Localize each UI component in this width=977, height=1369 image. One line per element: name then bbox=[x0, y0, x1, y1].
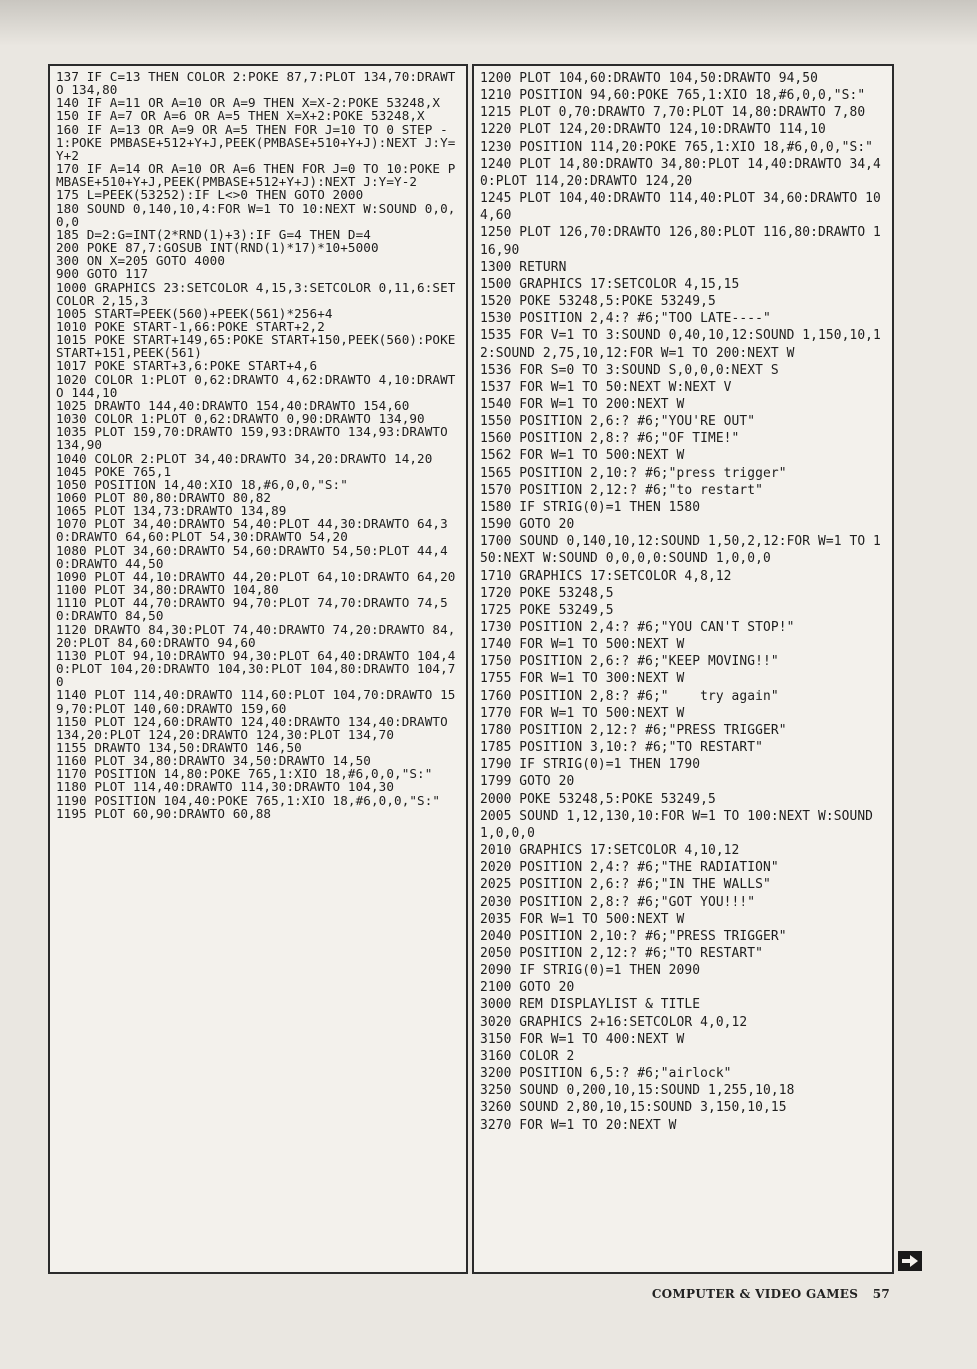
code-line: 175 L=PEEK(53252):IF L<>0 THEN GOTO 2000 bbox=[56, 187, 364, 203]
page-footer bbox=[600, 1287, 890, 1301]
code-line: 3200 POSITION 6,5:? #6;"airlock" bbox=[480, 1066, 732, 1082]
code-line: 2090 IF STRIG(0)=1 THEN 2090 bbox=[480, 963, 701, 979]
code-line: 1720 POKE 53248,5 bbox=[480, 585, 614, 601]
code-line: 1560 POSITION 2,8:? #6;"OF TIME!" bbox=[480, 431, 740, 447]
code-line: 2040 POSITION 2,10:? #6;"PRESS TRIGGER" bbox=[480, 928, 787, 944]
code-line: 200 POKE 87,7:GOSUB INT(RND(1)*17)*10+5000 bbox=[56, 240, 379, 256]
code-line: 1170 POSITION 14,80:POKE 765,1:XIO 18,#6,0,0,"S:" bbox=[56, 766, 433, 782]
code-line: 1195 PLOT 60,90:DRAWTO 60,88 bbox=[56, 805, 272, 821]
code-line: 2050 POSITION 2,12:? #6;"TO RESTART" bbox=[480, 945, 763, 961]
code-line: 1110 PLOT 44,70:DRAWTO 94,70:PLOT 74,70:DRAWTO 74,50:DRAWTO 84,50 bbox=[56, 595, 448, 624]
code-line: 1035 PLOT 159,70:DRAWTO 159,93:DRAWTO 134,93:DRAWTO 134,90 bbox=[56, 424, 456, 453]
code-line: 1590 GOTO 20 bbox=[480, 517, 575, 533]
code-line: 1080 PLOT 34,60:DRAWTO 54,60:DRAWTO 54,50:PLOT 44,40:DRAWTO 44,50 bbox=[56, 542, 448, 571]
code-line: 1045 POKE 765,1 bbox=[56, 463, 172, 479]
code-line: 160 IF A=13 OR A=9 OR A=5 THEN FOR J=10 TO 0 STEP -1:POKE PMBASE+512+Y+J,PEEK(PMBASE+510+Y+J):NEXT J:Y=Y+2 bbox=[56, 121, 456, 163]
code-line: 1700 SOUND 0,140,10,12:SOUND 1,50,2,12:FOR W=1 TO 150:NEXT W:SOUND 0,0,0,0:SOUND 1,0,0,0 bbox=[480, 534, 881, 567]
code-line: 1750 POSITION 2,6:? #6;"KEEP MOVING!!" bbox=[480, 654, 779, 670]
code-line: 2010 GRAPHICS 17:SETCOLOR 4,10,12 bbox=[480, 843, 740, 859]
code-line: 1300 RETURN bbox=[480, 259, 567, 275]
code-line: 1230 POSITION 114,20:POKE 765,1:XIO 18,#6,0,0,"S:" bbox=[480, 139, 874, 155]
code-line: 1155 DRAWTO 134,50:DRAWTO 146,50 bbox=[56, 739, 302, 755]
code-line: 137 IF C=13 THEN COLOR 2:POKE 87,7:PLOT 134,70:DRAWTO 134,80 bbox=[56, 69, 456, 98]
code-line: 1770 FOR W=1 TO 500:NEXT W bbox=[480, 705, 685, 721]
code-line: 2005 SOUND 1,12,130,10:FOR W=1 TO 100:NEXT W:SOUND 1,0,0,0 bbox=[480, 808, 881, 841]
code-line: 1015 POKE START+149,65:POKE START+150,PEEK(560):POKE START+151,PEEK(561) bbox=[56, 332, 464, 361]
code-line: 1025 DRAWTO 144,40:DRAWTO 154,40:DRAWTO 154,60 bbox=[56, 397, 410, 413]
code-line: 3270 FOR W=1 TO 20:NEXT W bbox=[480, 1117, 677, 1133]
code-line: 1010 POKE START-1,66:POKE START+2,2 bbox=[56, 318, 325, 334]
magazine-title: COMPUTER & VIDEO GAMES bbox=[651, 1287, 859, 1301]
code-line: 1040 COLOR 2:PLOT 34,40:DRAWTO 34,20:DRAWTO 14,20 bbox=[56, 450, 433, 466]
code-line: 1725 POKE 53249,5 bbox=[480, 602, 614, 618]
code-line: 1120 DRAWTO 84,30:PLOT 74,40:DRAWTO 74,20:DRAWTO 84,20:PLOT 84,60:DRAWTO 94,60 bbox=[56, 621, 456, 650]
code-line: 1799 GOTO 20 bbox=[480, 774, 575, 790]
code-line: 1070 PLOT 34,40:DRAWTO 54,40:PLOT 44,30:DRAWTO 64,30:DRAWTO 64,60:PLOT 54,30:DRAWTO 54,20 bbox=[56, 516, 448, 545]
code-line: 2100 GOTO 20 bbox=[480, 980, 575, 996]
code-line: 1030 COLOR 1:PLOT 0,62:DRAWTO 0,90:DRAWTO 134,90 bbox=[56, 411, 425, 427]
code-line: 1020 COLOR 1:PLOT 0,62:DRAWTO 4,62:DRAWTO 4,10:DRAWTO 144,10 bbox=[56, 371, 456, 400]
code-line: 1710 GRAPHICS 17:SETCOLOR 4,8,12 bbox=[480, 568, 732, 584]
code-line: 1130 PLOT 94,10:DRAWTO 94,30:PLOT 64,40:DRAWTO 104,40:PLOT 104,20:DRAWTO 104,30:PLOT 104,80:DRAWTO 104,70 bbox=[56, 647, 456, 690]
code-line: 3020 GRAPHICS 2+16:SETCOLOR 4,0,12 bbox=[480, 1014, 748, 1030]
code-line: 1760 POSITION 2,8:? #6;" try again" bbox=[480, 688, 779, 704]
code-line: 1580 IF STRIG(0)=1 THEN 1580 bbox=[480, 499, 701, 515]
code-line: 1210 POSITION 94,60:POKE 765,1:XIO 18,#6,0,0,"S:" bbox=[480, 88, 866, 104]
code-line: 1530 POSITION 2,4:? #6;"TOO LATE----" bbox=[480, 311, 771, 327]
code-line: 2035 FOR W=1 TO 500:NEXT W bbox=[480, 911, 685, 927]
arrow-right-icon bbox=[898, 1251, 922, 1271]
code-line: 1065 PLOT 134,73:DRAWTO 134,89 bbox=[56, 503, 287, 519]
code-line: 1000 GRAPHICS 23:SETCOLOR 4,15,3:SETCOLOR 0,11,6:SETCOLOR 2,15,3 bbox=[56, 279, 456, 308]
code-line: 1562 FOR W=1 TO 500:NEXT W bbox=[480, 448, 685, 464]
code-line: 1140 PLOT 114,40:DRAWTO 114,60:PLOT 104,70:DRAWTO 159,70:PLOT 140,60:DRAWTO 159,60 bbox=[56, 687, 456, 716]
code-line: 1215 PLOT 0,70:DRAWTO 7,70:PLOT 14,80:DRAWTO 7,80 bbox=[480, 105, 866, 121]
page-number: 57 bbox=[872, 1287, 890, 1301]
code-line: 1565 POSITION 2,10:? #6;"press trigger" bbox=[480, 465, 787, 481]
code-line: 140 IF A=11 OR A=10 OR A=9 THEN X=X-2:POKE 53248,X bbox=[56, 95, 441, 111]
page-top-edge bbox=[0, 0, 977, 46]
code-line: 1190 POSITION 104,40:POKE 765,1:XIO 18,#6,0,0,"S:" bbox=[56, 792, 441, 808]
code-line: 2025 POSITION 2,6:? #6;"IN THE WALLS" bbox=[480, 877, 771, 893]
code-line: 1240 PLOT 14,80:DRAWTO 34,80:PLOT 14,40:DRAWTO 34,40:PLOT 114,20:DRAWTO 124,20 bbox=[480, 156, 881, 189]
code-line: 1100 PLOT 34,80:DRAWTO 104,80 bbox=[56, 582, 279, 598]
code-line: 3160 COLOR 2 bbox=[480, 1048, 575, 1064]
code-line: 2030 POSITION 2,8:? #6;"GOT YOU!!!" bbox=[480, 894, 756, 910]
code-line: 1790 IF STRIG(0)=1 THEN 1790 bbox=[480, 757, 701, 773]
code-line: 1005 START=PEEK(560)+PEEK(561)*256+4 bbox=[56, 305, 333, 321]
code-line: 1180 PLOT 114,40:DRAWTO 114,30:DRAWTO 104,30 bbox=[56, 779, 395, 795]
code-line: 1017 POKE START+3,6:POKE START+4,6 bbox=[56, 358, 318, 374]
code-line: 1200 PLOT 104,60:DRAWTO 104,50:DRAWTO 94,50 bbox=[480, 71, 819, 86]
code-line: 1050 POSITION 14,40:XIO 18,#6,0,0,"S:" bbox=[56, 476, 348, 492]
code-line: 1730 POSITION 2,4:? #6;"YOU CAN'T STOP!" bbox=[480, 620, 795, 635]
code-line: 3250 SOUND 0,200,10,15:SOUND 1,255,10,18 bbox=[480, 1083, 795, 1099]
code-line: 1740 FOR W=1 TO 500:NEXT W bbox=[480, 637, 685, 653]
code-line: 1500 GRAPHICS 17:SETCOLOR 4,15,15 bbox=[480, 276, 740, 292]
code-line: 1536 FOR S=0 TO 3:SOUND S,0,0,0:NEXT S bbox=[480, 362, 779, 378]
code-line: 3000 REM DISPLAYLIST & TITLE bbox=[480, 997, 701, 1013]
code-line: 2020 POSITION 2,4:? #6;"THE RADIATION" bbox=[480, 860, 779, 876]
code-line: 150 IF A=7 OR A=6 OR A=5 THEN X=X+2:POKE 53248,X bbox=[56, 108, 425, 124]
code-line: 1520 POKE 53248,5:POKE 53249,5 bbox=[480, 294, 716, 310]
code-line: 3260 SOUND 2,80,10,15:SOUND 3,150,10,15 bbox=[480, 1100, 787, 1116]
code-line: 1755 FOR W=1 TO 300:NEXT W bbox=[480, 671, 685, 687]
code-line: 1160 PLOT 34,80:DRAWTO 34,50:DRAWTO 14,50 bbox=[56, 753, 371, 769]
code-line: 1250 PLOT 126,70:DRAWTO 126,80:PLOT 116,80:DRAWTO 116,90 bbox=[480, 225, 881, 258]
code-line: 1540 FOR W=1 TO 200:NEXT W bbox=[480, 396, 685, 412]
code-line: 185 D=2:G=INT(2*RND(1)+3):IF G=4 THEN D=4 bbox=[56, 226, 371, 242]
code-line: 1150 PLOT 124,60:DRAWTO 124,40:DRAWTO 134,40:DRAWTO 134,20:PLOT 124,20:DRAWTO 124,30:PLOT 134,70 bbox=[56, 713, 456, 742]
code-line: 900 GOTO 117 bbox=[56, 266, 149, 282]
code-line: 1550 POSITION 2,6:? #6;"YOU'RE OUT" bbox=[480, 414, 756, 430]
code-line: 1537 FOR W=1 TO 50:NEXT W:NEXT V bbox=[480, 379, 732, 395]
code-line: 1060 PLOT 80,80:DRAWTO 80,82 bbox=[56, 490, 272, 505]
code-line: 1090 PLOT 44,10:DRAWTO 44,20:PLOT 64,10:DRAWTO 64,20 bbox=[56, 568, 456, 584]
code-line: 1780 POSITION 2,12:? #6;"PRESS TRIGGER" bbox=[480, 722, 787, 738]
code-line: 2000 POKE 53248,5:POKE 53249,5 bbox=[480, 791, 716, 807]
listing-column-right bbox=[472, 64, 894, 1274]
code-line: 1245 PLOT 104,40:DRAWTO 114,40:PLOT 34,60:DRAWTO 104,60 bbox=[480, 191, 881, 224]
listing-column-left bbox=[48, 64, 468, 1274]
code-line: 3150 FOR W=1 TO 400:NEXT W bbox=[480, 1031, 685, 1047]
code-line: 170 IF A=14 OR A=10 OR A=6 THEN FOR J=0 TO 10:POKE PMBASE+510+Y+J,PEEK(PMBASE+512+Y+J):NEXT J:Y=Y-2 bbox=[56, 161, 456, 190]
code-line: 300 ON X=205 GOTO 4000 bbox=[56, 253, 226, 269]
code-line: 180 SOUND 0,140,10,4:FOR W=1 TO 10:NEXT W:SOUND 0,0,0,0 bbox=[56, 200, 456, 229]
code-line: 1570 POSITION 2,12:? #6;"to restart" bbox=[480, 482, 763, 498]
code-line: 1535 FOR V=1 TO 3:SOUND 0,40,10,12:SOUND 1,150,10,12:SOUND 2,75,10,12:FOR W=1 TO 200:NEXT W bbox=[480, 328, 881, 361]
code-line: 1785 POSITION 3,10:? #6;"TO RESTART" bbox=[480, 740, 763, 756]
code-line: 1220 PLOT 124,20:DRAWTO 124,10:DRAWTO 114,10 bbox=[480, 122, 826, 138]
